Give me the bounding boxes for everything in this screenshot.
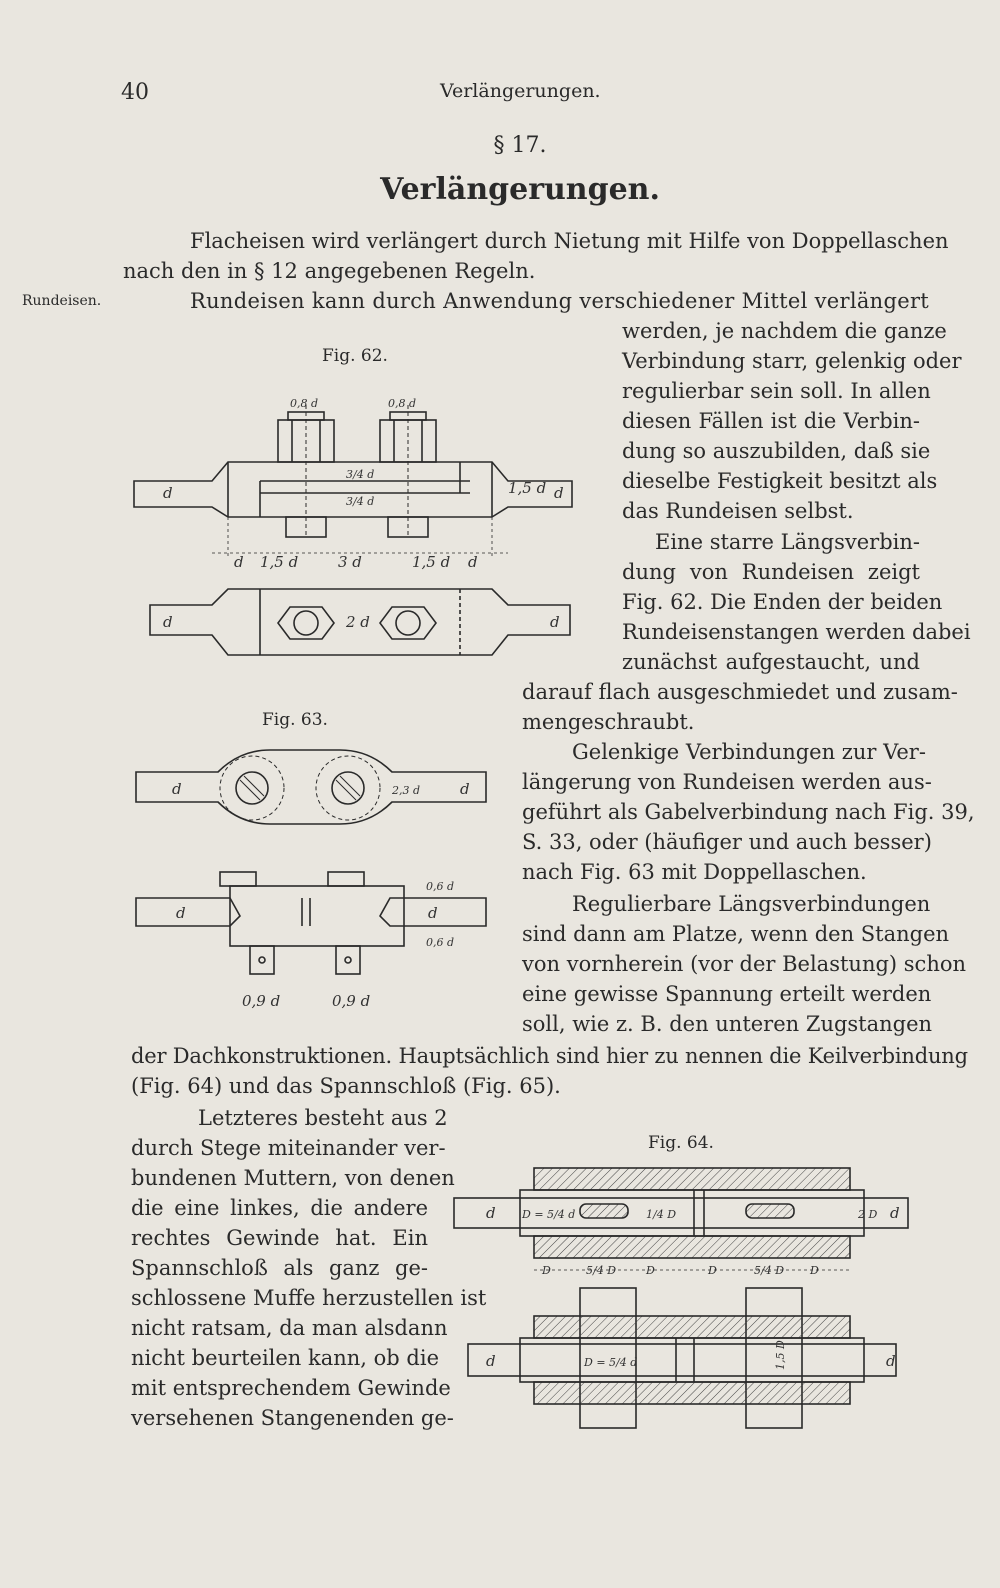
para6-line-10: versehenen Stangenenden ge- xyxy=(131,1406,454,1430)
fig64-dim-2: D xyxy=(646,1264,655,1277)
fig64-dim-1: 5/4 D xyxy=(586,1264,617,1277)
para6-line-1: durch Stege miteinander ver- xyxy=(131,1136,446,1160)
fig64-drawing xyxy=(450,1160,920,1440)
fig64-label-v: 1,5 D xyxy=(774,1340,787,1370)
running-title: Verlängerungen. xyxy=(440,80,601,102)
fig63-label-d-side: d xyxy=(176,904,186,922)
para6-line-8: nicht beurteilen kann, ob die xyxy=(131,1346,439,1370)
fig64-dim-4: 5/4 D xyxy=(754,1264,785,1277)
fig63-label-d-right: d xyxy=(460,780,470,798)
para5-full-1: (Fig. 64) und das Spannschloß (Fig. 65). xyxy=(131,1074,561,1098)
fig63-caption: Fig. 63. xyxy=(262,710,328,730)
fig64-dim-0: D xyxy=(542,1264,551,1277)
para4-line-1: längerung von Rundeisen werden aus- xyxy=(522,770,932,794)
fig62-label-h15: 1,5 d xyxy=(508,479,547,497)
fig62-dim-3: 1,5 d xyxy=(412,553,451,571)
para6-line-0: Letzteres besteht aus 2 xyxy=(198,1106,448,1130)
para3-wide-1: mengeschraubt. xyxy=(522,710,695,734)
fig62-dim-0: d xyxy=(234,553,244,571)
section-title: Verlängerungen. xyxy=(380,172,660,207)
para5-line-2: von vornherein (vor der Belastung) schon xyxy=(522,952,967,976)
fig64-label-twoD: 2 D xyxy=(858,1208,878,1221)
section-number: § 17. xyxy=(493,133,547,158)
fig64-label-D-eq-side: D = 5/4 d xyxy=(584,1356,638,1369)
para2-right-0: werden, je nachdem die ganze xyxy=(622,319,947,343)
para6-line-4: rechtes Gewinde hat. Ein xyxy=(131,1226,428,1250)
fig64-label-d-right: d xyxy=(890,1204,900,1222)
para4-line-3: S. 33, oder (häufiger und auch besser) xyxy=(522,830,932,854)
fig64-label-d-side-right: d xyxy=(886,1352,896,1370)
fig64-dim-3: D xyxy=(708,1264,717,1277)
fig62-label-d-top-left: d xyxy=(163,613,173,631)
para3-right-4: zunächst aufgestaucht, und xyxy=(622,650,920,674)
para6-line-9: mit entsprechendem Gewinde xyxy=(131,1376,451,1400)
para2-right-6: das Rundeisen selbst. xyxy=(622,499,854,523)
fig63-label-d-left: d xyxy=(172,780,182,798)
fig62-label-nut-w-2: 0,8 d xyxy=(388,397,417,410)
fig62-label-d-left: d xyxy=(163,484,173,502)
fig64-label-k: 1/4 D xyxy=(646,1208,677,1221)
fig63-drawing xyxy=(130,740,490,1020)
fig64-dim-5: D xyxy=(810,1264,819,1277)
fig63-label-d-mid: d xyxy=(428,904,438,922)
fig63-label-t-top: 0,6 d xyxy=(426,880,455,893)
fig63-label-pin-2: 0,9 d xyxy=(332,992,371,1010)
fig62-label-nut-w-1: 0,8 d xyxy=(290,397,319,410)
fig62-drawing xyxy=(130,385,590,665)
para6-line-7: nicht ratsam, da man alsdann xyxy=(131,1316,448,1340)
para1-line-1: Flacheisen wird verlängert durch Nietung mit Hilfe von Doppellaschen xyxy=(190,229,949,253)
fig63-label-t-bottom: 0,6 d xyxy=(426,936,455,949)
fig62-label-w2: 2 d xyxy=(346,613,370,631)
para3-wide-0: darauf flach ausgeschmiedet und zusam- xyxy=(522,680,958,704)
para2-right-3: diesen Fällen ist die Verbin- xyxy=(622,409,920,433)
fig63-label-w: 2,3 d xyxy=(392,784,421,797)
para5-line-3: eine gewisse Spannung erteilt werden xyxy=(522,982,932,1006)
fig62-label-d-right: d xyxy=(554,484,564,502)
para3-right-0: Eine starre Längsverbin- xyxy=(655,530,920,554)
fig62-dim-4: d xyxy=(468,553,478,571)
para3-right-3: Rundeisenstangen werden dabei xyxy=(622,620,971,644)
para5-line-0: Regulierbare Längsverbindungen xyxy=(572,892,931,916)
fig64-label-d-left: d xyxy=(486,1204,496,1222)
fig63-label-pin-1: 0,9 d xyxy=(242,992,281,1010)
para5-line-4: soll, wie z. B. den unteren Zugstangen xyxy=(522,1012,933,1036)
fig62-label-t1: 3/4 d xyxy=(346,468,375,481)
fig64-label-D-eq: D = 5/4 d xyxy=(522,1208,576,1221)
margin-note: Rundeisen. xyxy=(22,293,102,309)
para3-right-1: dung von Rundeisen zeigt xyxy=(622,560,920,584)
fig64-label-d-side-left: d xyxy=(486,1352,496,1370)
para5-full-0: der Dachkonstruktionen. Hauptsächlich sind hier zu nennen die Keilverbindung xyxy=(131,1044,968,1068)
para6-line-2: bundenen Muttern, von denen xyxy=(131,1166,455,1190)
para6-line-6: schlossene Muffe herzustellen ist xyxy=(131,1286,487,1310)
para3-right-2: Fig. 62. Die Enden der beiden xyxy=(622,590,943,614)
para2-right-5: dieselbe Festigkeit besitzt als xyxy=(622,469,938,493)
para5-line-1: sind dann am Platze, wenn den Stangen xyxy=(522,922,950,946)
page-number: 40 xyxy=(121,80,149,105)
para2-right-2: regulierbar sein soll. In allen xyxy=(622,379,931,403)
para4-line-2: geführt als Gabelverbindung nach Fig. 39, xyxy=(522,800,975,824)
para1-line-2: nach den in § 12 angegebenen Regeln. xyxy=(123,259,536,283)
fig62-dim-2: 3 d xyxy=(338,553,362,571)
fig62-dim-1: 1,5 d xyxy=(260,553,299,571)
fig62-label-t2: 3/4 d xyxy=(346,495,375,508)
fig62-label-d-top-right: d xyxy=(550,613,560,631)
para4-line-4: nach Fig. 63 mit Doppellaschen. xyxy=(522,860,867,884)
para2-right-1: Verbindung starr, gelenkig oder xyxy=(622,349,962,373)
para6-line-3: die eine linkes, die andere xyxy=(131,1196,428,1220)
para4-line-0: Gelenkige Verbindungen zur Ver- xyxy=(572,740,926,764)
para2-right-4: dung so auszubilden, daß sie xyxy=(622,439,931,463)
fig62-caption: Fig. 62. xyxy=(322,346,388,366)
fig64-caption: Fig. 64. xyxy=(648,1133,714,1153)
para2-line-1: Rundeisen kann durch Anwendung verschiedener Mittel verlängert xyxy=(190,289,930,313)
para6-line-5: Spannschloß als ganz ge- xyxy=(131,1256,428,1280)
